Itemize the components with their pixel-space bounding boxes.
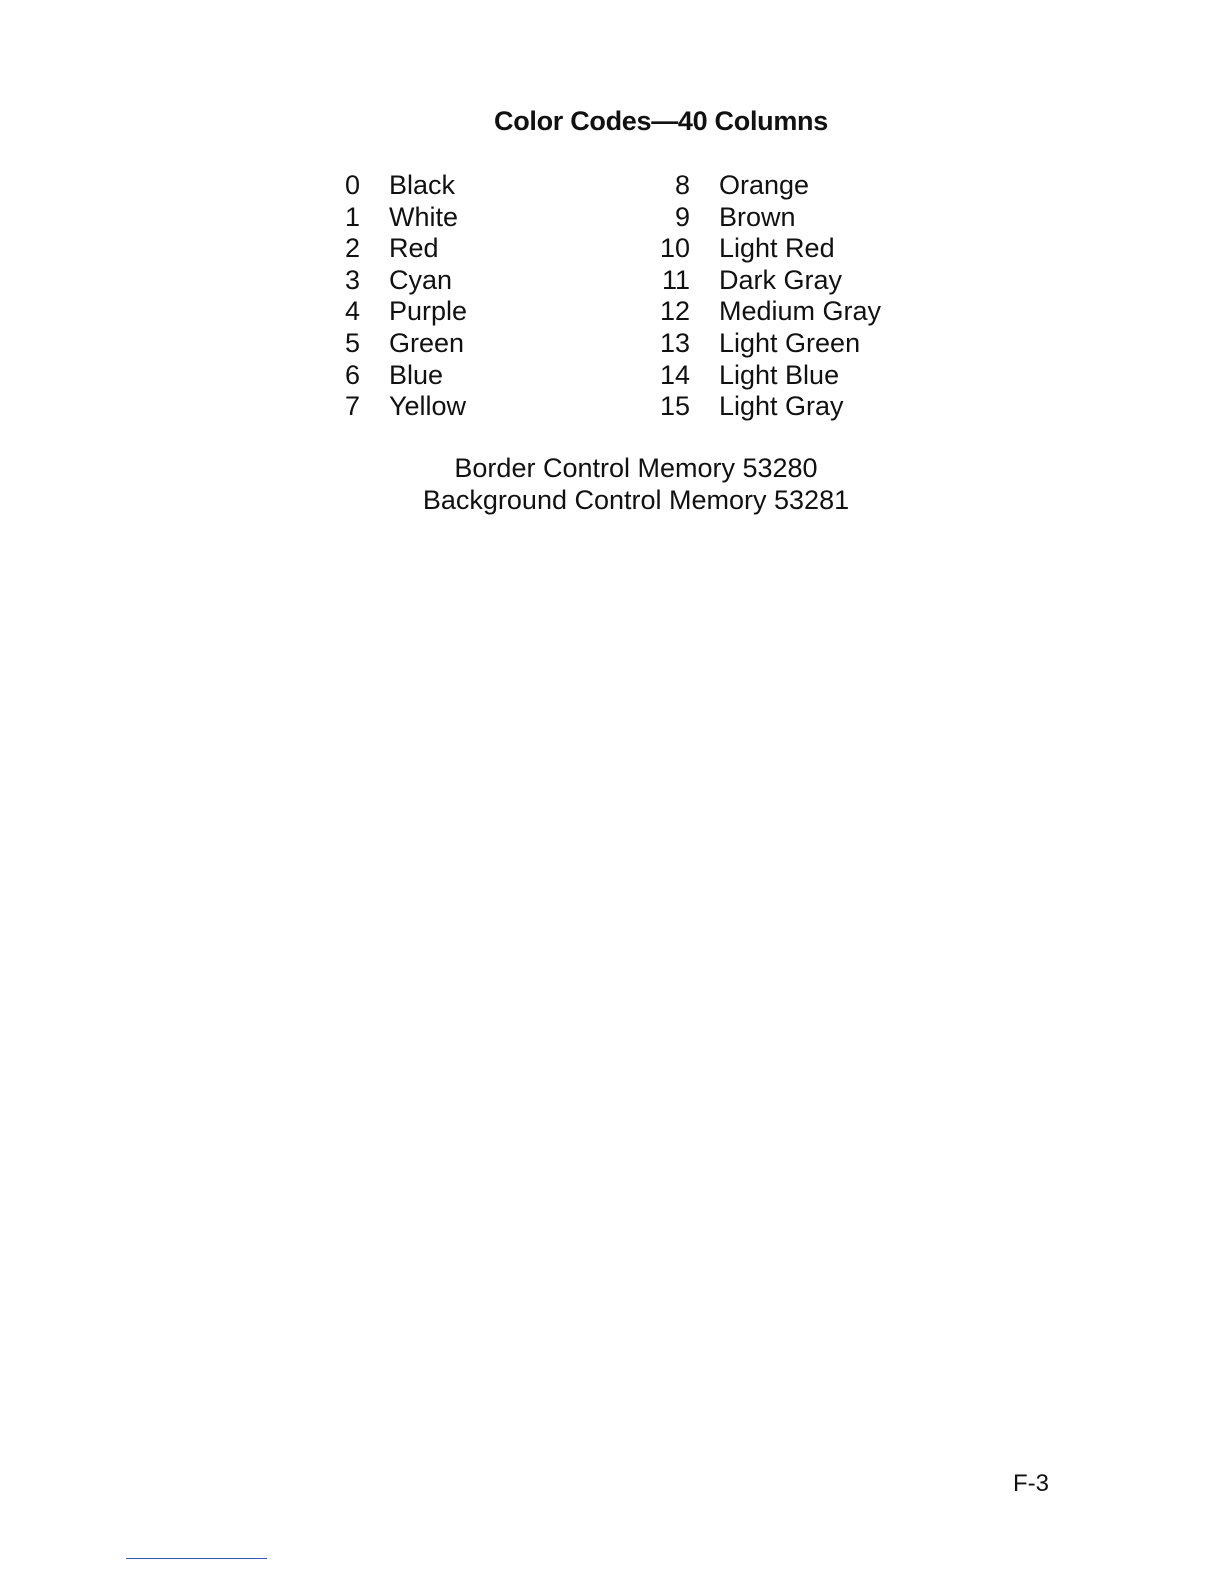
footer-rule (126, 1558, 267, 1559)
page-title: Color Codes—40 Columns (494, 106, 828, 136)
color-name: Medium Gray (719, 296, 882, 327)
color-name: White (389, 201, 459, 232)
color-name: Light Blue (719, 359, 840, 390)
color-code-number: 14 (659, 359, 690, 390)
color-code-number: 11 (661, 264, 690, 295)
color-name: Light Gray (719, 391, 844, 422)
color-name: Orange (719, 170, 810, 200)
color-name: Blue (389, 359, 444, 390)
color-name: Purple (389, 296, 468, 327)
color-name: Yellow (389, 391, 467, 422)
color-code-number: 12 (659, 296, 690, 327)
color-name: Light Green (719, 327, 861, 358)
border-control-memory: Border Control Memory 53280 (454, 453, 818, 483)
color-code-number: 9 (674, 201, 690, 232)
color-code-number: 8 (674, 170, 690, 200)
color-name: Green (389, 327, 465, 358)
color-name: Brown (719, 201, 796, 232)
color-code-number: 13 (659, 327, 690, 358)
color-code-number: 5 (344, 327, 360, 358)
color-name: Red (389, 233, 439, 264)
color-code-number: 15 (659, 391, 690, 422)
color-code-number: 1 (344, 201, 360, 232)
color-code-number: 10 (659, 233, 690, 264)
color-code-number: 0 (344, 170, 360, 200)
color-name: Dark Gray (719, 264, 843, 295)
page-number: F-3 (1013, 1470, 1049, 1497)
color-code-number: 3 (344, 264, 360, 295)
color-name: Black (389, 170, 456, 200)
color-code-number: 6 (344, 359, 360, 390)
color-code-number: 2 (344, 233, 360, 264)
color-name: Cyan (389, 264, 453, 295)
color-code-number: 4 (344, 296, 360, 327)
color-name: Light Red (719, 233, 835, 264)
background-control-memory: Background Control Memory 53281 (422, 485, 850, 515)
color-code-number: 7 (344, 391, 360, 422)
